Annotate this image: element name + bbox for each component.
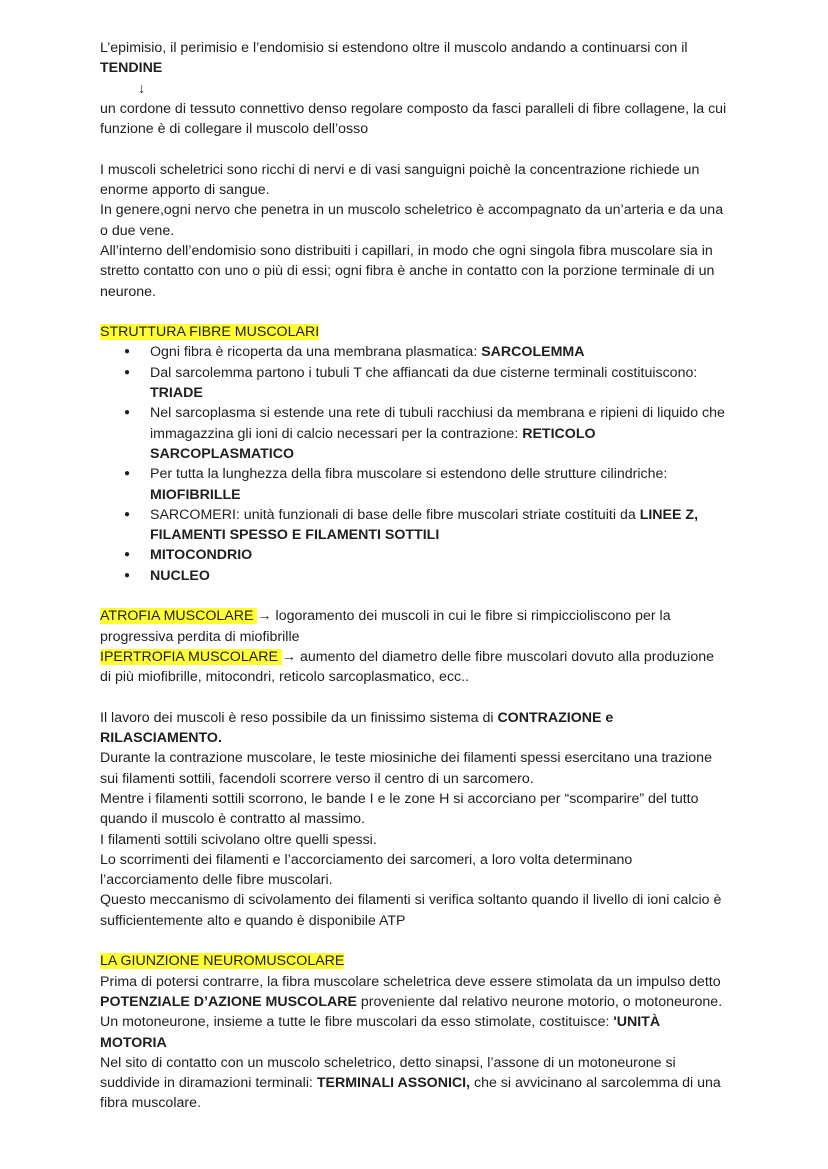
nervi-paragraph-2: In genere,ogni nervo che penetra in un muscolo scheletrico è accompagnato da un’arteria e da una o due vene. — [100, 202, 724, 239]
list-item: ● Ogni fibra è ricoperta da una membrana plasmatica: SARCOLEMMA — [100, 342, 728, 362]
giunzione-line: Nel sito di contatto con un muscolo scheletrico, detto sinapsi, l’assone di un motoneurone si suddivide in diramazioni terminali: TERMINALI ASSONICI, che si avvicinano al sarcolemma di una fibra muscolare. — [100, 1054, 721, 1112]
contrazione-line: I filamenti sottili scivolano oltre quelli spessi. — [100, 831, 377, 848]
list-item: ● Per tutta la lunghezza della fibra muscolare si estendono delle strutture cilindriche: MIOFIBRILLE — [100, 464, 728, 505]
contrazione-line: Durante la contrazione muscolare, le teste miosiniche dei filamenti spessi esercitano una trazione sui filamenti sottili, facendoli scorrere verso il centro di un sarcomero. — [100, 750, 712, 787]
list-item: ● Nel sarcoplasma si estende una rete di tubuli racchiusi da membrana e ripieni di liquido che immagazzina gli ioni di calcio necessari per la contrazione: RETICOLO SARCOPLASMATICO — [100, 403, 728, 464]
contrazione-line: Mentre i filamenti sottili scorrono, le bande I e le zone H si accorciano per “scomparire” del tutto quando il muscolo è contratto al massimo. — [100, 790, 699, 828]
list-item: ● MITOCONDRIO — [100, 545, 728, 565]
list-item: ● NUCLEO — [100, 566, 728, 586]
section-heading-struttura: STRUTTURA FIBRE MUSCOLARI — [100, 324, 320, 341]
contrazione-line: Questo meccanismo di scivolamento dei filamenti si verifica soltanto quando il livello di ioni calcio è sufficientemente alto e quando è disponibile ATP — [100, 892, 722, 929]
contrazione-line: Lo scorrimenti dei filamenti e l’accorciamento dei sarcomeri, a loro volta determinano l’accorciamento delle fibre muscolari. — [100, 851, 633, 889]
document-page — [100, 38, 728, 1114]
struttura-list — [100, 342, 728, 586]
contrazione-intro: Il lavoro dei muscoli è reso possibile da un finissimo sistema di CONTRAZIONE e RILASCIAMENTO. — [100, 709, 614, 747]
giunzione-line: Prima di potersi contrarre, la fibra muscolare scheletrica deve essere stimolata da un impulso detto POTENZIALE D’AZIONE MUSCOLARE proveniente dal relativo neurone motorio, o motoneurone. — [100, 973, 723, 1010]
giunzione-line: Un motoneurone, insieme a tutte le fibre muscolari da esso stimolate, costituisce: 'UNITÀ MOTORIA — [100, 1014, 661, 1051]
down-arrow-icon: ↓ — [138, 80, 146, 97]
section-heading-giunzione: LA GIUNZIONE NEUROMUSCOLARE — [100, 953, 345, 970]
highlight-ipertrofia: IPERTROFIA MUSCOLARE — [100, 648, 282, 665]
ipertrofia-paragraph: IPERTROFIA MUSCOLARE → aumento del diametro delle fibre muscolari dovuto alla produzione di più miofibrille, mitocondri, reticolo sarcoplasmatico, ecc.. — [100, 648, 715, 686]
text: L’epimisio, il perimisio e l’endomisio si estendono oltre il muscolo andando a continuarsi con il — [100, 40, 688, 56]
atrofia-paragraph: ATROFIA MUSCOLARE → logoramento dei muscoli in cui le fibre si rimpiccioliscono per la progressiva perdita di miofibrille — [100, 608, 671, 645]
tendine-paragraph — [100, 38, 728, 79]
tendine-definition: un cordone di tessuto connettivo denso regolare composto da fasci paralleli di fibre collagene, la cui funzione è di collegare il muscolo dell’osso — [100, 100, 727, 138]
nervi-paragraph-3: All’interno dell’endomisio sono distribuiti i capillari, in modo che ogni singola fibra muscolare sia in stretto contatto con uno o più di essi; ogni fibra è anche in contatto con la porzione terminale di un neurone. — [100, 242, 715, 300]
list-item: ● Dal sarcolemma partono i tubuli T che affiancati da due cisterne terminali costituiscono: TRIADE — [100, 363, 728, 404]
term-tendine: TENDINE — [100, 60, 163, 77]
nervi-paragraph-1: I muscoli scheletrici sono ricchi di nervi e di vasi sanguigni poichè la concentrazione richiede un enorme apporto di sangue. — [100, 161, 700, 199]
list-item: ● SARCOMERI: unità funzionali di base delle fibre muscolari striate costituiti da LINEE Z, FILAMENTI SPESSO E FILAMENTI SOTTILI — [100, 505, 728, 546]
highlight-atrofia: ATROFIA MUSCOLARE — [100, 608, 258, 625]
